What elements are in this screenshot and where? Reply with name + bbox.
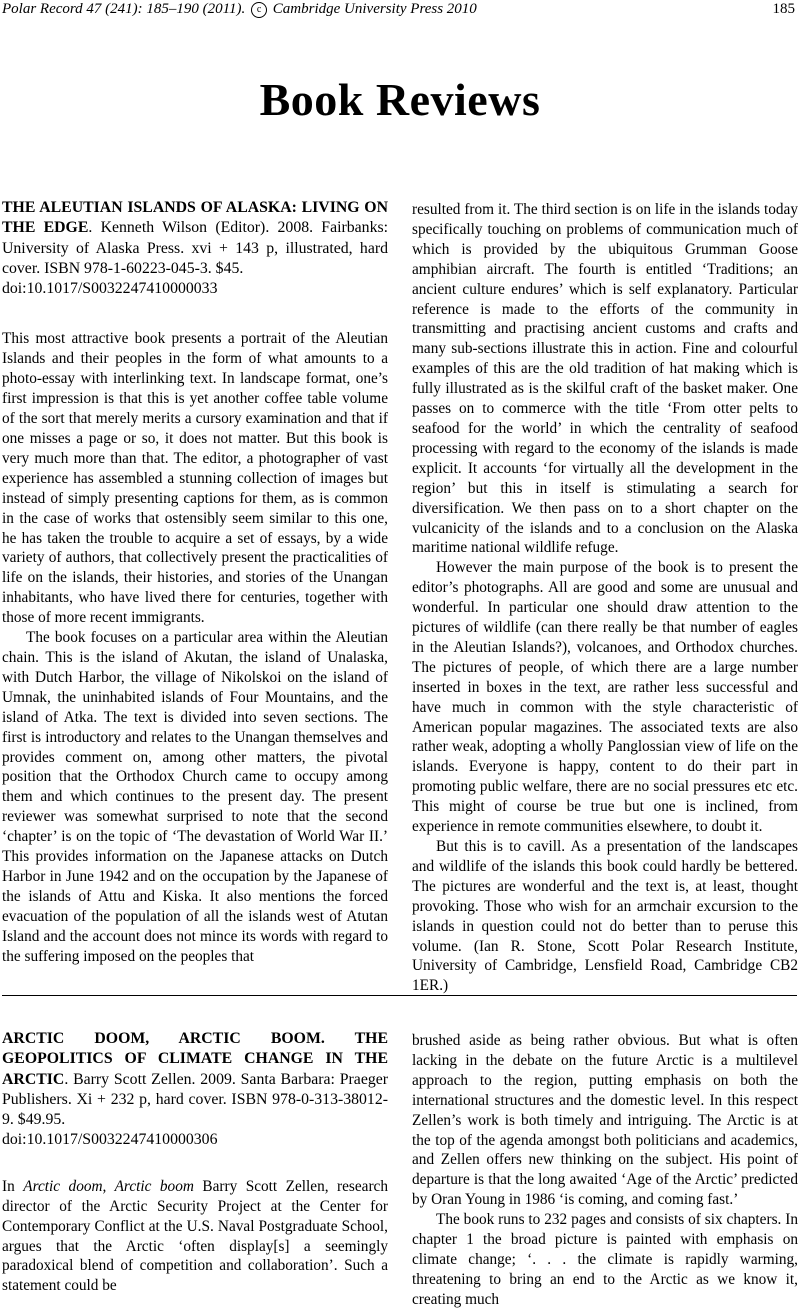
review2-paragraph-1 (2, 1177, 388, 1296)
review2-title: ARCTIC DOOM, ARCTIC BOOM. THE GEOPOLITICS OF CLIMATE CHANGE IN THE ARCTIC (2, 1030, 388, 1088)
review1-doi[interactable]: doi:10.1017/S0032247410000033 (2, 280, 218, 298)
journal-name: Polar Record 47 (241): 185–190 (2011). (2, 1, 246, 17)
review1-paragraph-4: However the main purpose of the book is to present the editor’s photographs. All are good and some are unusual and wonderful. In particular one should draw attention to the pictures of wildlife (can there really be that number of eagles in the Aleutian Islands?), volcanoes, and Orthodox churches. The pictures of people, of which there are a large number inserted in boxes in the text, are rather less successful and have much in common with the style characteristic of American popular magazines. The associated texts are also rather weak, adopting a wholly Panglossian view of life on the islands. Everyone is happy, content to do their part in promoting public welfare, there are no social pressures etc etc. This might of course be true but one is inclined, from experience in remote communities elsewhere, to doubt it. (412, 559, 798, 836)
review1-paragraph-1: This most attractive book presents a portrait of the Aleutian Islands and their peoples in the form of what amounts to a photo-essay with interlinking text. In landscape format, one’s first impression is that this is yet another coffee table volume of the sort that merely merits a cursory examination and that if one misses a page or so, it does not matter. But this book is very much more than that. The editor, a photographer of vast experience has assembled a stunning collection of images but instead of simply presenting captions for them, as is common in the case of works that ostensibly seem similar to this one, he has taken the trouble to acquire a set of essays, by a wide variety of authors, that collectively present the practicalities of life on the islands, their histories, and stories of the Unangan inhabitants, who have lived there for centuries, together with those of more recent immigrants. (2, 330, 388, 627)
review1-paragraph-5: But this is to cavill. As a presentation of the landscapes and wildlife of the islands this book could hardly be bettered. The pictures are wonderful and the text is, at least, thought provoking. Those who wish for an armchair excursion to the islands in question could not do better than to peruse this volume. (Ian R. Stone, Scott Polar Research Institute, University of Cambridge, Lensfield Road, Cambridge CB2 1ER.) (412, 838, 798, 995)
running-header (2, 0, 797, 20)
review2-intro-text: Barry Scott Zellen, research director of the Arctic Security Project at the Center for Contemporary Conflict at the U.S. Naval Postgraduate School, argues that the Arctic ‘often display[s] a seemingly paradoxical blend of competition and collaboration’. Such a statement could be (2, 1177, 388, 1295)
review2-paragraph-3: The book runs to 232 pages and consists of six chapters. In chapter 1 the broad picture is painted with emphasis on climate change; ‘. . . the climate is rapidly warming, threatening to bring an end to the Arctic as we know it, creating much (412, 1211, 798, 1308)
page-number: 185 (772, 1, 795, 17)
review2-heading (2, 1029, 388, 1151)
review2-intro-prefix: In (2, 1177, 24, 1195)
review2-paragraph-2: brushed aside as being rather obvious. But what is often lacking in the debate on the future Arctic is a multilevel approach to the region, putting emphasis on both the international structures and the domestic level. In this respect Zellen’s work is both timely and intriguing. The Arctic is at the top of the agenda amongst both politicians and academics, and Zellen offers new thinking on the subject. His point of departure is that the long awaited ‘Age of the Arctic’ predicted by Oran Young in 1986 ‘is coming, and coming fast.’ (412, 1032, 798, 1209)
review1-left-column (2, 198, 388, 966)
section-title: Book Reviews (259, 74, 541, 125)
review1-paragraph-2: The book focuses on a particular area within the Aleutian chain. This is the island of Akutan, the island of Unalaska, with Dutch Harbor, the village of Nikolskoi on the island of Umnak, the uninhabited islands of Four Mountains, and the island of Atka. The text is divided into seven sections. The first is introductory and relates to the Unangan themselves and provides comment on, among other matters, the pivotal position that the Orthodox Church came to occupy among them and which continues to the present day. The present reviewer was somewhat surprised to note that the second ‘chapter’ is on the topic of ‘The devastation of World War II.’ This provides information on the Japanese attacks on Dutch Harbor in June 1942 and on the occupation by the Japanese of the islands of Attu and Kiska. It also mentions the forced evacuation of the population of all the islands west of Atutan Island and the account does not mince its words with regard to the suffering imposed on the peoples that (2, 629, 388, 965)
review2-left-column (2, 1029, 388, 1296)
publisher: Cambridge University Press 2010 (272, 1, 477, 17)
copyright-icon: c (251, 2, 267, 18)
review1-heading (2, 198, 388, 299)
review2-right-column (412, 1031, 798, 1310)
review2-citation: . Barry Scott Zellen. 2009. Santa Barbara: Praeger Publishers. Xi + 232 p, hard cover. ISBN 978-0-313-38012-9. $49.95. (2, 1070, 388, 1129)
journal-citation (2, 0, 477, 18)
review2-book-title-italic: Arctic doom, Arctic boom (23, 1177, 194, 1195)
review2-doi[interactable]: doi:10.1017/S0032247410000306 (2, 1131, 218, 1149)
review1-paragraph-3: resulted from it. The third section is on life in the islands today specifically touching on problems of communication much of which is provided by the ubiquitous Grumman Goose amphibian aircraft. The fourth is entitled ‘Traditions; an ancient culture endures’ which is self explanatory. Particular reference is made to the efforts of the community in transmitting and practising ancient customs and crafts and many sub-sections illustrate this in action. Fine and colourful examples of this are the old tradition of hat making which is fully illustrated as is the skilful craft of the basket maker. One passes on to commerce with the title ‘From otter pelts to seafood for the world’ in which the centrality of seafood processing with regard to the economy of the islands is made explicit. It accounts ‘for virtually all the development in the region’ but this in itself is stimulating a search for diversification. We then pass on to a short chapter on the vulcanicity of the islands and to a conclusion on the Alaska maritime national wildlife refuge. (412, 201, 798, 557)
review1-title: THE ALEUTIAN ISLANDS OF ALASKA: LIVING ON THE EDGE (2, 199, 388, 237)
review-divider (2, 995, 797, 996)
review1-citation: . Kenneth Wilson (Editor). 2008. Fairbanks: University of Alaska Press. xvi + 143 p, illustrated, hard cover. ISBN 978-1-60223-045-3. $45. (2, 219, 388, 277)
review1-right-column (412, 200, 798, 996)
